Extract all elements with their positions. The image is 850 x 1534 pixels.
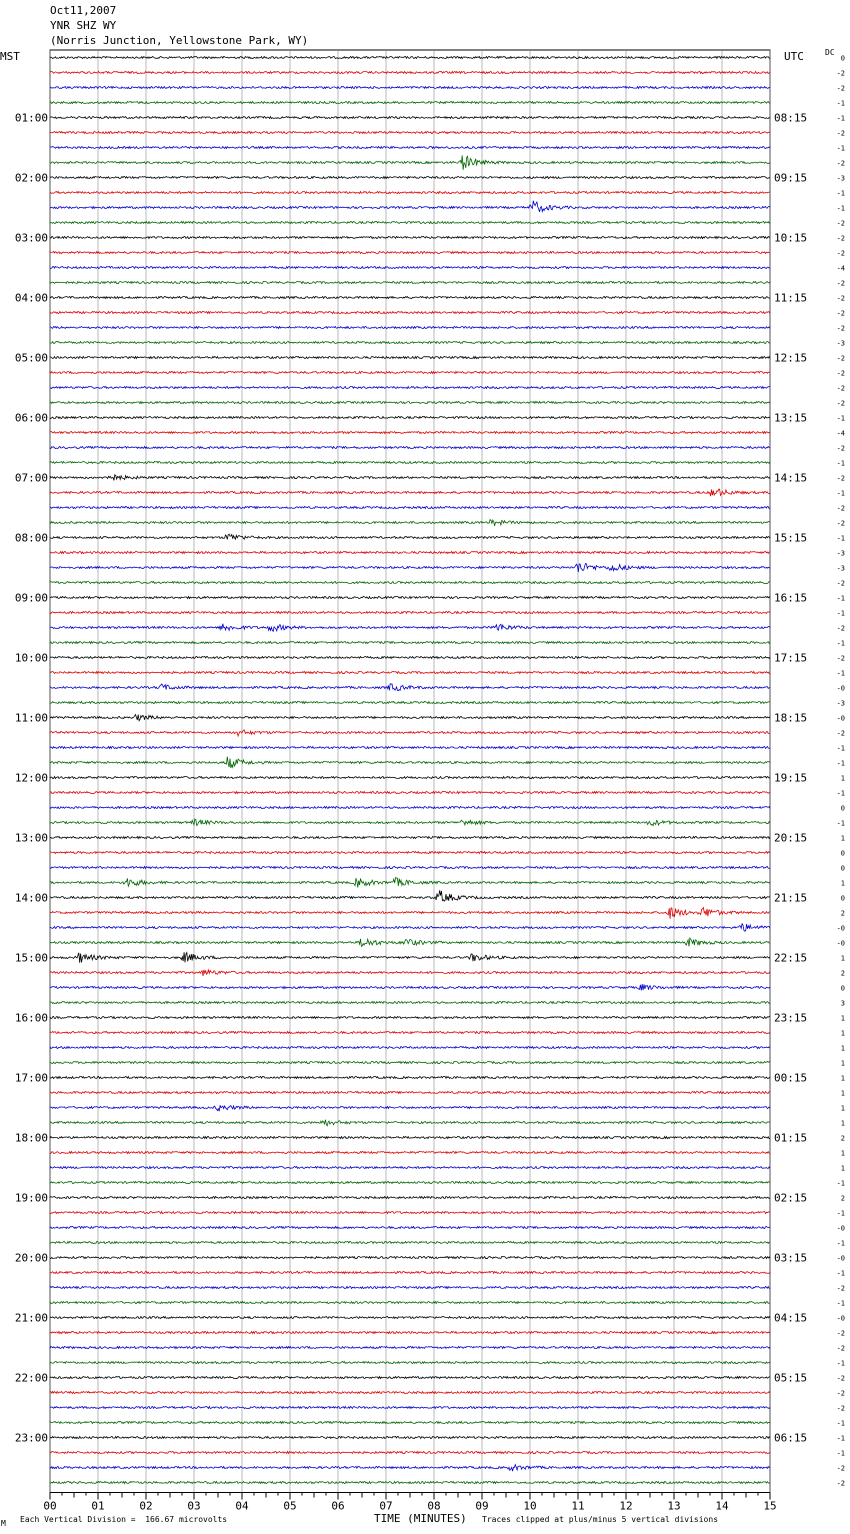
dc-offset-value: -1 bbox=[836, 114, 845, 123]
trace-row-9 bbox=[50, 192, 770, 194]
dc-offset-value: -2 bbox=[836, 1374, 845, 1383]
dc-offset-value: -2 bbox=[836, 399, 845, 408]
x-axis bbox=[43, 1493, 776, 1513]
corner-mark: M bbox=[1, 1519, 6, 1528]
trace-row-29 bbox=[50, 489, 770, 496]
dc-offset-value: 1 bbox=[840, 1104, 845, 1113]
dc-offset-value: -2 bbox=[836, 279, 845, 288]
dc-offset-value: 1 bbox=[840, 1044, 845, 1053]
left-hour-label: 17:00 bbox=[14, 1071, 48, 1085]
trace-row-27 bbox=[50, 462, 770, 464]
header-date: Oct11,2007 bbox=[50, 4, 117, 17]
trace-row-83 bbox=[50, 1302, 770, 1304]
right-hour-label: 16:15 bbox=[774, 591, 808, 605]
dc-offset-value: -2 bbox=[836, 84, 845, 93]
trace-row-85 bbox=[50, 1332, 770, 1334]
x-tick-label: 00 bbox=[43, 1499, 57, 1513]
trace-row-74 bbox=[50, 1167, 770, 1169]
dc-offset-value: -1 bbox=[836, 1179, 845, 1188]
dc-offset-value: -1 bbox=[836, 204, 845, 213]
x-tick-label: 05 bbox=[283, 1499, 297, 1513]
left-hour-label: 14:00 bbox=[14, 891, 48, 905]
trace-row-64 bbox=[50, 1017, 770, 1019]
trace-row-28 bbox=[50, 475, 770, 481]
dc-offset-value: 0 bbox=[840, 804, 845, 813]
left-hour-label: 06:00 bbox=[14, 411, 48, 425]
trace-row-10 bbox=[50, 201, 770, 212]
dc-offset-value: -1 bbox=[836, 1419, 845, 1428]
dc-offset-value: -2 bbox=[836, 1389, 845, 1398]
x-tick-label: 15 bbox=[763, 1499, 777, 1513]
left-zone-label: MST bbox=[0, 50, 20, 63]
dc-offset-value: -2 bbox=[836, 624, 845, 633]
trace-row-79 bbox=[50, 1242, 770, 1244]
trace-row-2 bbox=[50, 87, 770, 89]
right-hour-label: 23:15 bbox=[774, 1011, 808, 1025]
trace-row-61 bbox=[50, 970, 770, 976]
trace-row-59 bbox=[50, 938, 770, 946]
trace-row-19 bbox=[50, 342, 770, 344]
right-hour-label: 00:15 bbox=[774, 1071, 808, 1085]
right-hour-label: 10:15 bbox=[774, 231, 808, 245]
trace-row-93 bbox=[50, 1452, 770, 1454]
right-hour-label: 20:15 bbox=[774, 831, 808, 845]
right-hour-label: 18:15 bbox=[774, 711, 808, 725]
dc-label: DC bbox=[825, 48, 835, 57]
trace-row-12 bbox=[50, 237, 770, 239]
dc-offset-value: -2 bbox=[836, 519, 845, 528]
trace-row-5 bbox=[50, 132, 770, 134]
right-hour-label: 12:15 bbox=[774, 351, 808, 365]
left-hour-label: 11:00 bbox=[14, 711, 48, 725]
dc-offset-value: 0 bbox=[840, 984, 845, 993]
trace-row-86 bbox=[50, 1347, 770, 1349]
x-tick-label: 12 bbox=[619, 1499, 633, 1513]
right-hour-label: 13:15 bbox=[774, 411, 808, 425]
dc-offset-value: 2 bbox=[840, 1194, 845, 1203]
right-hour-label: 21:15 bbox=[774, 891, 808, 905]
trace-row-33 bbox=[50, 552, 770, 554]
right-hour-label: 08:15 bbox=[774, 111, 808, 125]
dc-offset-value: -2 bbox=[836, 1404, 845, 1413]
trace-row-35 bbox=[50, 582, 770, 584]
header-station: YNR SHZ WY bbox=[50, 19, 117, 32]
dc-offset-value: 1 bbox=[840, 954, 845, 963]
trace-row-63 bbox=[50, 1002, 770, 1004]
dc-offset-value: 1 bbox=[840, 1059, 845, 1068]
trace-row-62 bbox=[50, 984, 770, 990]
trace-row-52 bbox=[50, 837, 770, 839]
trace-row-32 bbox=[50, 534, 770, 539]
x-tick-label: 14 bbox=[715, 1499, 729, 1513]
dc-offset-labels bbox=[837, 55, 845, 1488]
left-hour-label: 21:00 bbox=[14, 1311, 48, 1325]
dc-offset-value: 1 bbox=[840, 834, 845, 843]
trace-row-49 bbox=[50, 792, 770, 794]
trace-row-4 bbox=[50, 117, 770, 119]
trace-row-24 bbox=[50, 417, 770, 419]
trace-row-45 bbox=[50, 730, 770, 736]
trace-row-66 bbox=[50, 1047, 770, 1049]
trace-row-78 bbox=[50, 1227, 770, 1229]
left-hour-label: 22:00 bbox=[14, 1371, 48, 1385]
dc-offset-value: 3 bbox=[840, 999, 845, 1008]
left-hour-label: 19:00 bbox=[14, 1191, 48, 1205]
trace-row-20 bbox=[50, 357, 770, 359]
left-hour-label: 09:00 bbox=[14, 591, 48, 605]
trace-row-7 bbox=[50, 155, 770, 169]
dc-offset-value: 1 bbox=[840, 1074, 845, 1083]
dc-offset-value: -1 bbox=[836, 489, 845, 498]
x-tick-label: 04 bbox=[235, 1499, 249, 1513]
left-hour-label: 13:00 bbox=[14, 831, 48, 845]
dc-offset-value: -1 bbox=[836, 609, 845, 618]
trace-row-50 bbox=[50, 807, 770, 809]
trace-row-90 bbox=[50, 1407, 770, 1409]
x-tick-label: 09 bbox=[475, 1499, 489, 1513]
trace-row-69 bbox=[50, 1092, 770, 1094]
plot-grid bbox=[50, 50, 770, 1493]
trace-group bbox=[50, 57, 770, 1484]
clip-note: Traces clipped at plus/minus 5 vertical divisions bbox=[482, 1515, 719, 1524]
dc-offset-value: 0 bbox=[840, 864, 845, 873]
dc-offset-value: -0 bbox=[836, 1314, 845, 1323]
trace-row-39 bbox=[50, 642, 770, 644]
trace-row-75 bbox=[50, 1182, 770, 1184]
dc-offset-value: -2 bbox=[836, 294, 845, 303]
trace-row-67 bbox=[50, 1062, 770, 1064]
dc-offset-value: -0 bbox=[836, 1254, 845, 1263]
dc-offset-value: -1 bbox=[836, 1299, 845, 1308]
trace-row-26 bbox=[50, 447, 770, 449]
dc-offset-value: -1 bbox=[836, 789, 845, 798]
dc-offset-value: -2 bbox=[836, 369, 845, 378]
trace-row-57 bbox=[50, 908, 770, 919]
trace-row-36 bbox=[50, 597, 770, 599]
dc-offset-value: -2 bbox=[836, 324, 845, 333]
dc-offset-value: -0 bbox=[836, 924, 845, 933]
scale-note: Each Vertical Division = 166.67 microvolts bbox=[20, 1515, 228, 1524]
trace-row-65 bbox=[50, 1032, 770, 1034]
left-hour-label: 04:00 bbox=[14, 291, 48, 305]
dc-offset-value: 2 bbox=[840, 969, 845, 978]
dc-offset-value: -1 bbox=[836, 1449, 845, 1458]
left-hour-labels bbox=[15, 112, 48, 1445]
dc-offset-value: -3 bbox=[836, 339, 845, 348]
x-tick-label: 02 bbox=[139, 1499, 153, 1513]
right-hour-label: 04:15 bbox=[774, 1311, 808, 1325]
trace-row-47 bbox=[50, 757, 770, 768]
dc-offset-value: -3 bbox=[836, 174, 845, 183]
dc-offset-value: -1 bbox=[836, 534, 845, 543]
dc-offset-value: 0 bbox=[840, 894, 845, 903]
trace-row-87 bbox=[50, 1362, 770, 1364]
trace-row-44 bbox=[50, 715, 770, 721]
dc-offset-value: 1 bbox=[840, 1164, 845, 1173]
trace-row-21 bbox=[50, 372, 770, 374]
dc-offset-value: -1 bbox=[836, 1434, 845, 1443]
dc-offset-value: -2 bbox=[836, 729, 845, 738]
dc-offset-value: -1 bbox=[836, 1209, 845, 1218]
dc-offset-value: 1 bbox=[840, 1029, 845, 1038]
trace-row-25 bbox=[50, 432, 770, 434]
dc-offset-value: -2 bbox=[836, 579, 845, 588]
left-hour-label: 12:00 bbox=[14, 771, 48, 785]
dc-offset-value: -1 bbox=[836, 1359, 845, 1368]
trace-row-23 bbox=[50, 402, 770, 404]
dc-offset-value: -4 bbox=[836, 429, 845, 438]
trace-row-14 bbox=[50, 267, 770, 269]
dc-offset-value: 0 bbox=[840, 54, 845, 63]
dc-offset-value: -1 bbox=[836, 759, 845, 768]
trace-row-38 bbox=[50, 624, 770, 632]
dc-offset-value: -1 bbox=[836, 189, 845, 198]
dc-offset-value: -3 bbox=[836, 549, 845, 558]
trace-row-11 bbox=[50, 222, 770, 224]
left-hour-label: 23:00 bbox=[14, 1431, 48, 1445]
trace-row-77 bbox=[50, 1212, 770, 1214]
dc-offset-value: -1 bbox=[836, 414, 845, 423]
trace-row-16 bbox=[50, 297, 770, 299]
dc-offset-value: 1 bbox=[840, 1149, 845, 1158]
dc-offset-value: 1 bbox=[840, 1089, 845, 1098]
right-hour-label: 11:15 bbox=[774, 291, 808, 305]
dc-offset-value: -2 bbox=[836, 249, 845, 258]
dc-offset-value: -1 bbox=[836, 99, 845, 108]
dc-offset-value: -1 bbox=[836, 1239, 845, 1248]
left-hour-label: 05:00 bbox=[14, 351, 48, 365]
right-hour-label: 14:15 bbox=[774, 471, 808, 485]
dc-offset-value: -1 bbox=[836, 744, 845, 753]
right-hour-label: 05:15 bbox=[774, 1371, 808, 1385]
trace-row-80 bbox=[50, 1257, 770, 1259]
trace-row-56 bbox=[50, 890, 770, 901]
trace-row-73 bbox=[50, 1152, 770, 1154]
dc-offset-value: -1 bbox=[836, 669, 845, 678]
dc-offset-value: -0 bbox=[836, 939, 845, 948]
dc-offset-value: 1 bbox=[840, 1014, 845, 1023]
x-axis-title: TIME (MINUTES) bbox=[374, 1512, 467, 1525]
left-hour-label: 10:00 bbox=[14, 651, 48, 665]
right-hour-label: 15:15 bbox=[774, 531, 808, 545]
trace-row-81 bbox=[50, 1272, 770, 1274]
dc-offset-value: -2 bbox=[836, 1479, 845, 1488]
dc-offset-value: -2 bbox=[836, 234, 845, 243]
trace-row-95 bbox=[50, 1482, 770, 1484]
dc-offset-value: -2 bbox=[836, 1329, 845, 1338]
left-hour-label: 16:00 bbox=[14, 1011, 48, 1025]
left-hour-label: 15:00 bbox=[14, 951, 48, 965]
dc-offset-value: -1 bbox=[836, 639, 845, 648]
dc-offset-value: 1 bbox=[840, 879, 845, 888]
dc-offset-value: -2 bbox=[836, 1284, 845, 1293]
trace-row-0 bbox=[50, 57, 770, 59]
dc-offset-value: -2 bbox=[836, 504, 845, 513]
right-hour-labels bbox=[774, 112, 807, 1445]
right-hour-label: 09:15 bbox=[774, 171, 808, 185]
trace-row-54 bbox=[50, 867, 770, 869]
trace-row-71 bbox=[50, 1120, 770, 1126]
x-tick-label: 11 bbox=[571, 1499, 585, 1513]
dc-offset-value: -0 bbox=[836, 684, 845, 693]
trace-row-84 bbox=[50, 1317, 770, 1319]
trace-row-37 bbox=[50, 612, 770, 614]
left-hour-label: 18:00 bbox=[14, 1131, 48, 1145]
left-hour-label: 03:00 bbox=[14, 231, 48, 245]
trace-row-40 bbox=[50, 657, 770, 659]
x-tick-label: 01 bbox=[91, 1499, 105, 1513]
dc-offset-value: -2 bbox=[836, 219, 845, 228]
trace-row-51 bbox=[50, 819, 770, 826]
trace-row-58 bbox=[50, 924, 770, 932]
trace-row-68 bbox=[50, 1077, 770, 1079]
right-hour-label: 03:15 bbox=[774, 1251, 808, 1265]
dc-offset-value: -0 bbox=[836, 714, 845, 723]
trace-row-76 bbox=[50, 1197, 770, 1199]
left-hour-label: 01:00 bbox=[14, 111, 48, 125]
trace-row-1 bbox=[50, 72, 770, 74]
trace-row-53 bbox=[50, 852, 770, 854]
trace-row-43 bbox=[50, 702, 770, 704]
x-tick-label: 06 bbox=[331, 1499, 345, 1513]
dc-offset-value: 2 bbox=[840, 909, 845, 918]
dc-offset-value: -2 bbox=[836, 474, 845, 483]
trace-row-6 bbox=[50, 147, 770, 149]
right-hour-label: 17:15 bbox=[774, 651, 808, 665]
trace-row-55 bbox=[50, 878, 770, 888]
x-tick-label: 07 bbox=[379, 1499, 393, 1513]
trace-row-8 bbox=[50, 177, 770, 179]
trace-row-41 bbox=[50, 672, 770, 674]
trace-row-17 bbox=[50, 312, 770, 314]
trace-row-15 bbox=[50, 282, 770, 284]
trace-row-34 bbox=[50, 564, 770, 573]
trace-row-18 bbox=[50, 327, 770, 329]
dc-offset-value: -1 bbox=[836, 459, 845, 468]
dc-offset-value: -1 bbox=[836, 144, 845, 153]
x-tick-label: 08 bbox=[427, 1499, 441, 1513]
dc-offset-value: -2 bbox=[836, 159, 845, 168]
trace-row-72 bbox=[50, 1137, 770, 1139]
header-location: (Norris Junction, Yellowstone Park, WY) bbox=[50, 34, 309, 47]
trace-row-46 bbox=[50, 747, 770, 749]
right-hour-label: 22:15 bbox=[774, 951, 808, 965]
left-hour-label: 08:00 bbox=[14, 531, 48, 545]
dc-offset-value: -2 bbox=[836, 309, 845, 318]
trace-row-82 bbox=[50, 1287, 770, 1289]
dc-offset-value: -1 bbox=[836, 594, 845, 603]
trace-row-94 bbox=[50, 1465, 770, 1472]
left-hour-label: 20:00 bbox=[14, 1251, 48, 1265]
left-hour-label: 02:00 bbox=[14, 171, 48, 185]
dc-offset-value: 2 bbox=[840, 1134, 845, 1143]
right-hour-label: 02:15 bbox=[774, 1191, 808, 1205]
dc-offset-value: -4 bbox=[836, 264, 845, 273]
trace-row-42 bbox=[50, 684, 770, 691]
plot-frame bbox=[50, 50, 770, 1493]
trace-row-22 bbox=[50, 387, 770, 389]
trace-row-88 bbox=[50, 1377, 770, 1379]
dc-offset-value: -2 bbox=[836, 1344, 845, 1353]
right-hour-label: 19:15 bbox=[774, 771, 808, 785]
dc-offset-value: -3 bbox=[836, 564, 845, 573]
dc-offset-value: -2 bbox=[836, 384, 845, 393]
trace-row-30 bbox=[50, 507, 770, 509]
x-tick-label: 03 bbox=[187, 1499, 201, 1513]
right-hour-label: 01:15 bbox=[774, 1131, 808, 1145]
dc-offset-value: -2 bbox=[836, 654, 845, 663]
dc-offset-value: -2 bbox=[836, 354, 845, 363]
x-tick-label: 13 bbox=[667, 1499, 681, 1513]
trace-row-48 bbox=[50, 777, 770, 779]
dc-offset-value: -1 bbox=[836, 1269, 845, 1278]
trace-row-89 bbox=[50, 1392, 770, 1394]
trace-row-60 bbox=[50, 952, 770, 962]
dc-offset-value: 1 bbox=[840, 774, 845, 783]
trace-row-92 bbox=[50, 1437, 770, 1439]
trace-row-31 bbox=[50, 520, 770, 526]
dc-offset-value: -2 bbox=[836, 129, 845, 138]
right-zone-label: UTC bbox=[784, 50, 804, 63]
dc-offset-value: -3 bbox=[836, 699, 845, 708]
trace-row-13 bbox=[50, 252, 770, 254]
trace-row-3 bbox=[50, 102, 770, 104]
dc-offset-value: -2 bbox=[836, 444, 845, 453]
dc-offset-value: -2 bbox=[836, 69, 845, 78]
trace-row-91 bbox=[50, 1422, 770, 1424]
dc-offset-value: 1 bbox=[840, 1119, 845, 1128]
x-tick-label: 10 bbox=[523, 1499, 537, 1513]
dc-offset-value: -2 bbox=[836, 1464, 845, 1473]
right-hour-label: 06:15 bbox=[774, 1431, 808, 1445]
dc-offset-value: 0 bbox=[840, 849, 845, 858]
left-hour-label: 07:00 bbox=[14, 471, 48, 485]
dc-offset-value: -1 bbox=[836, 819, 845, 828]
trace-row-70 bbox=[50, 1105, 770, 1111]
dc-offset-value: -0 bbox=[836, 1224, 845, 1233]
